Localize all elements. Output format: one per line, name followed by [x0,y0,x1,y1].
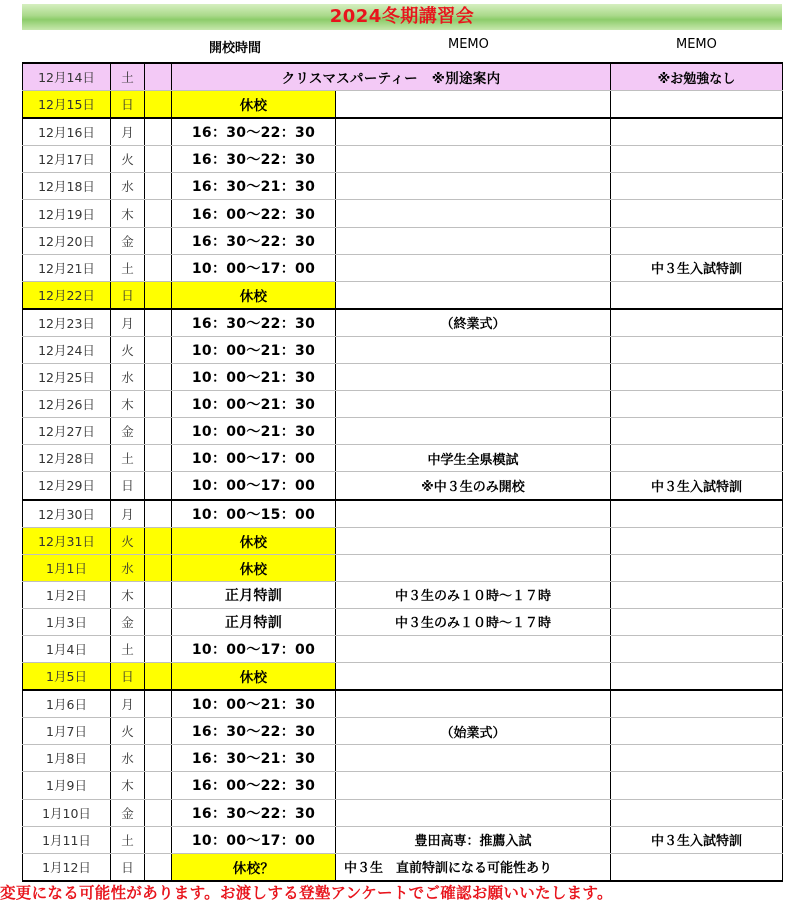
schedule-row [23,718,783,745]
header-time: 開校時間 [209,41,262,56]
schedule-row [23,364,783,391]
date-cell: 12月21日 [23,254,111,281]
time-cell: 16：30～21：30 [172,745,336,772]
header-memo-1: MEMO [448,37,489,52]
mark-cell [145,663,172,691]
memo2-cell [611,690,783,718]
weekday-cell: 木 [111,200,145,227]
schedule-row [23,554,783,581]
memo1-cell: 中３生のみ１０時～１７時 [336,608,611,635]
date-cell: 12月20日 [23,227,111,254]
weekday-cell: 水 [111,173,145,200]
weekday-cell: 土 [111,445,145,472]
mark-cell [145,118,172,146]
mark-cell [145,635,172,662]
schedule-row [23,146,783,173]
memo1-cell: 中３生のみ１０時～１７時 [336,581,611,608]
weekday-cell: 土 [111,254,145,281]
mark-cell [145,281,172,309]
mark-cell [145,336,172,363]
mark-cell [145,309,172,337]
date-cell: 12月25日 [23,364,111,391]
weekday-cell: 日 [111,91,145,119]
mark-cell [145,799,172,826]
time-cell: 休校 [172,554,336,581]
weekday-cell: 火 [111,336,145,363]
date-cell: 1月11日 [23,826,111,853]
memo1-cell [336,146,611,173]
memo1-cell: 中学生全県模試 [336,445,611,472]
weekday-cell: 火 [111,718,145,745]
memo2-cell [611,336,783,363]
time-cell: 10：00～17：00 [172,635,336,662]
schedule-row [23,690,783,718]
date-cell: 12月29日 [23,472,111,500]
weekday-cell: 土 [111,826,145,853]
memo1-cell [336,690,611,718]
memo1-cell [336,745,611,772]
memo1-cell [336,227,611,254]
memo2-cell [611,281,783,309]
title-banner [22,4,782,30]
time-cell: 10：00～21：30 [172,391,336,418]
mark-cell [145,500,172,528]
mark-cell [145,364,172,391]
time-cell: 10：00～21：30 [172,418,336,445]
time-cell: 休校 [172,91,336,119]
page-title: 2024冬期講習会 [329,6,475,27]
memo2-cell [611,364,783,391]
weekday-cell: 日 [111,663,145,691]
weekday-cell: 水 [111,745,145,772]
weekday-cell: 木 [111,581,145,608]
weekday-cell: 水 [111,364,145,391]
date-cell: 12月30日 [23,500,111,528]
memo1-cell [336,173,611,200]
mark-cell [145,472,172,500]
date-cell: 12月23日 [23,309,111,337]
schedule-row [23,472,783,500]
schedule-row [23,527,783,554]
weekday-cell: 月 [111,118,145,146]
mark-cell [145,146,172,173]
mark-cell [145,745,172,772]
mark-cell [145,63,172,91]
schedule-row [23,118,783,146]
memo2-cell [611,173,783,200]
memo2-cell [611,118,783,146]
date-cell: 12月14日 [23,63,111,91]
schedule-row [23,826,783,853]
mark-cell [145,173,172,200]
date-cell: 12月24日 [23,336,111,363]
date-cell: 12月27日 [23,418,111,445]
date-cell: 1月2日 [23,581,111,608]
time-cell: 16：30～22：30 [172,146,336,173]
memo2-cell [611,718,783,745]
weekday-cell: 月 [111,500,145,528]
memo2-cell [611,799,783,826]
memo2-cell: 中３生入試特訓 [611,254,783,281]
memo1-cell [336,772,611,799]
time-cell: 10：00～17：00 [172,445,336,472]
date-cell: 12月17日 [23,146,111,173]
schedule-row [23,799,783,826]
date-cell: 12月18日 [23,173,111,200]
memo1-cell [336,336,611,363]
time-cell: 休校 [172,663,336,691]
date-cell: 12月19日 [23,200,111,227]
date-cell: 12月22日 [23,281,111,309]
weekday-cell: 日 [111,281,145,309]
weekday-cell: 水 [111,554,145,581]
memo2-cell [611,853,783,881]
header-memo-2: MEMO [676,37,717,52]
mark-cell [145,581,172,608]
memo2-cell [611,391,783,418]
memo2-cell [611,745,783,772]
weekday-cell: 金 [111,418,145,445]
schedule-row [23,445,783,472]
memo2-cell [611,635,783,662]
date-cell: 1月5日 [23,663,111,691]
memo2-cell [611,146,783,173]
time-cell: 16：00～22：30 [172,772,336,799]
date-cell: 12月31日 [23,527,111,554]
memo2-cell [611,527,783,554]
time-cell: 10：00～17：00 [172,826,336,853]
time-cell: 16：30～22：30 [172,718,336,745]
time-cell: 10：00～17：00 [172,254,336,281]
schedule-row [23,418,783,445]
schedule-body [23,63,783,881]
mark-cell [145,608,172,635]
mark-cell [145,445,172,472]
memo2-cell [611,445,783,472]
memo1-cell: （始業式） [336,718,611,745]
memo1-cell [336,118,611,146]
mark-cell [145,690,172,718]
schedule-row [23,581,783,608]
memo1-cell [336,663,611,691]
memo1-cell [336,391,611,418]
schedule-row [23,745,783,772]
memo2-cell [611,91,783,119]
weekday-cell: 土 [111,635,145,662]
memo1-cell [336,254,611,281]
schedule-row [23,281,783,309]
memo2-cell [611,500,783,528]
schedule-table [22,62,783,882]
weekday-cell: 火 [111,146,145,173]
memo1-cell [336,364,611,391]
weekday-cell: 土 [111,63,145,91]
schedule-row [23,227,783,254]
date-cell: 12月15日 [23,91,111,119]
time-cell: 正月特訓 [172,581,336,608]
time-cell: 16：30～22：30 [172,799,336,826]
weekday-cell: 木 [111,772,145,799]
date-cell: 12月16日 [23,118,111,146]
schedule-row [23,254,783,281]
date-cell: 1月10日 [23,799,111,826]
date-cell: 1月7日 [23,718,111,745]
footer-note: 変更になる可能性があります。お渡しする登塾アンケートでご確認お願いいたします。 [0,884,613,902]
mark-cell [145,418,172,445]
schedule-row [23,635,783,662]
time-cell: 休校 [172,281,336,309]
memo2-cell [611,309,783,337]
weekday-cell: 月 [111,690,145,718]
weekday-cell: 木 [111,391,145,418]
date-cell: 12月26日 [23,391,111,418]
date-cell: 1月12日 [23,853,111,881]
mark-cell [145,554,172,581]
schedule-row [23,608,783,635]
mark-cell [145,91,172,119]
weekday-cell: 金 [111,608,145,635]
mark-cell [145,254,172,281]
time-cell: 10：00～17：00 [172,472,336,500]
memo2-cell [611,581,783,608]
weekday-cell: 金 [111,227,145,254]
time-cell: 16：30～22：30 [172,118,336,146]
time-cell: 16：30～21：30 [172,173,336,200]
mark-cell [145,527,172,554]
schedule-row [23,853,783,881]
schedule-row [23,63,783,91]
memo2-cell [611,418,783,445]
memo2-cell [611,227,783,254]
schedule-row [23,200,783,227]
weekday-cell: 日 [111,853,145,881]
memo1-cell: ※中３生のみ開校 [336,472,611,500]
memo1-cell [336,635,611,662]
time-cell: 正月特訓 [172,608,336,635]
time-cell: 16：30～22：30 [172,309,336,337]
memo1-cell [336,799,611,826]
mark-cell [145,772,172,799]
time-cell: 休校？ [172,853,336,881]
schedule-row [23,309,783,337]
schedule-row [23,91,783,119]
memo2-cell: ※お勉強なし [611,63,783,91]
memo1-cell [336,91,611,119]
time-cell: 10：00～21：30 [172,690,336,718]
date-cell: 12月28日 [23,445,111,472]
schedule-row [23,173,783,200]
memo2-cell [611,200,783,227]
memo1-cell: 中３生 直前特訓になる可能性あり [336,853,611,881]
memo1-cell [336,200,611,227]
time-cell: 10：00～15：00 [172,500,336,528]
weekday-cell: 日 [111,472,145,500]
time-cell: 16：00～22：30 [172,200,336,227]
schedule-row [23,336,783,363]
memo1-cell [336,500,611,528]
time-cell: 10：00～21：30 [172,364,336,391]
weekday-cell: 火 [111,527,145,554]
event-cell: クリスマスパーティー ※別途案内 [172,63,611,91]
mark-cell [145,826,172,853]
mark-cell [145,227,172,254]
schedule-row [23,772,783,799]
schedule-row [23,663,783,691]
memo1-cell: （終業式） [336,309,611,337]
time-cell: 10：00～21：30 [172,336,336,363]
schedule-row [23,500,783,528]
time-cell: 16：30～22：30 [172,227,336,254]
schedule-row [23,391,783,418]
memo1-cell [336,554,611,581]
memo2-cell [611,608,783,635]
date-cell: 1月1日 [23,554,111,581]
date-cell: 1月9日 [23,772,111,799]
weekday-cell: 金 [111,799,145,826]
mark-cell [145,391,172,418]
mark-cell [145,718,172,745]
memo2-cell: 中３生入試特訓 [611,826,783,853]
memo1-cell [336,281,611,309]
mark-cell [145,853,172,881]
date-cell: 1月8日 [23,745,111,772]
memo2-cell [611,772,783,799]
memo1-cell [336,527,611,554]
memo1-cell: 豊田高専：推薦入試 [336,826,611,853]
memo2-cell [611,663,783,691]
mark-cell [145,200,172,227]
time-cell: 休校 [172,527,336,554]
date-cell: 1月6日 [23,690,111,718]
date-cell: 1月3日 [23,608,111,635]
memo1-cell [336,418,611,445]
date-cell: 1月4日 [23,635,111,662]
memo2-cell [611,554,783,581]
memo2-cell: 中３生入試特訓 [611,472,783,500]
weekday-cell: 月 [111,309,145,337]
